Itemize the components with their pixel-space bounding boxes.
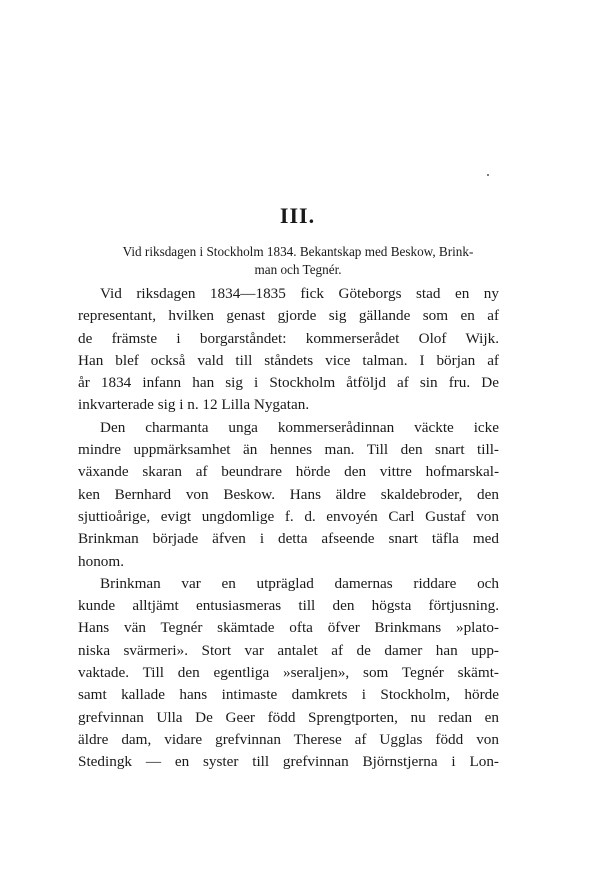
text-line: grefvinnan Ulla De Geer född Sprengtporten, nu redan en	[78, 708, 499, 726]
paragraph-2	[78, 417, 499, 573]
text-line: Han blef också vald till ståndets vice talman. I början af	[78, 351, 499, 369]
text-line: mindre uppmärksamhet än hennes man. Till den snart till-	[78, 441, 499, 459]
text-line: representant, hvilken genast gjorde sig gällande som en af	[78, 307, 499, 325]
text-line: vaktade. Till den egentliga »seraljen», som Tegnér skämt-	[78, 664, 499, 682]
text-line: Brinkman började äfven i detta afseende snart täfla med	[78, 530, 499, 548]
text-line: inkvarterade sig i n. 12 Lilla Nygatan.	[78, 396, 310, 414]
text-line: samt kallade hans intimaste damkrets i Stockholm, hörde	[78, 686, 499, 704]
text-line: honom.	[78, 552, 124, 570]
paragraph-3	[78, 573, 499, 774]
text-line: de främste i borgarståndet: kommerserådet Olof Wijk.	[78, 329, 499, 347]
text-line: växande skaran af beundrare hörde den vittre hofmarskal-	[78, 463, 499, 481]
text-line: Den charmanta unga kommerserådinnan väckte icke	[100, 418, 499, 436]
chapter-summary-line: man och Tegnér.	[254, 262, 342, 277]
text-line: sjuttioårige, evigt ungdomlige f. d. envoyén Carl Gustaf von	[78, 507, 499, 525]
paper-speck	[487, 174, 489, 176]
chapter-summary	[78, 243, 518, 279]
text-line: år 1834 infann han sig i Stockholm åtföljd af sin fru. De	[78, 374, 499, 392]
chapter-summary-line: Vid riksdagen i Stockholm 1834. Bekantskap med Beskow, Brink-	[122, 244, 474, 259]
text-line: kunde alltjämt entusiasmeras till den högsta förtjusning.	[78, 597, 499, 615]
text-line: ken Bernhard von Beskow. Hans äldre skaldebroder, den	[78, 485, 499, 503]
paragraph-1	[78, 283, 499, 417]
text-line: niska svärmeri». Stort var antalet af de damer han upp-	[78, 641, 499, 659]
chapter-number: III.	[279, 203, 316, 228]
text-line: Stedingk — en syster till grefvinnan Björnstjerna i Lon-	[78, 753, 499, 771]
text-line: Hans vän Tegnér skämtade ofta öfver Brinkmans »plato-	[78, 619, 499, 637]
text-line: Brinkman var en utpräglad damernas riddare och	[100, 574, 499, 592]
text-line: äldre dam, vidare grefvinnan Therese af Ugglas född von	[78, 730, 499, 748]
text-line: Vid riksdagen 1834—1835 fick Göteborgs stad en ny	[100, 285, 499, 302]
body-text	[78, 283, 499, 774]
